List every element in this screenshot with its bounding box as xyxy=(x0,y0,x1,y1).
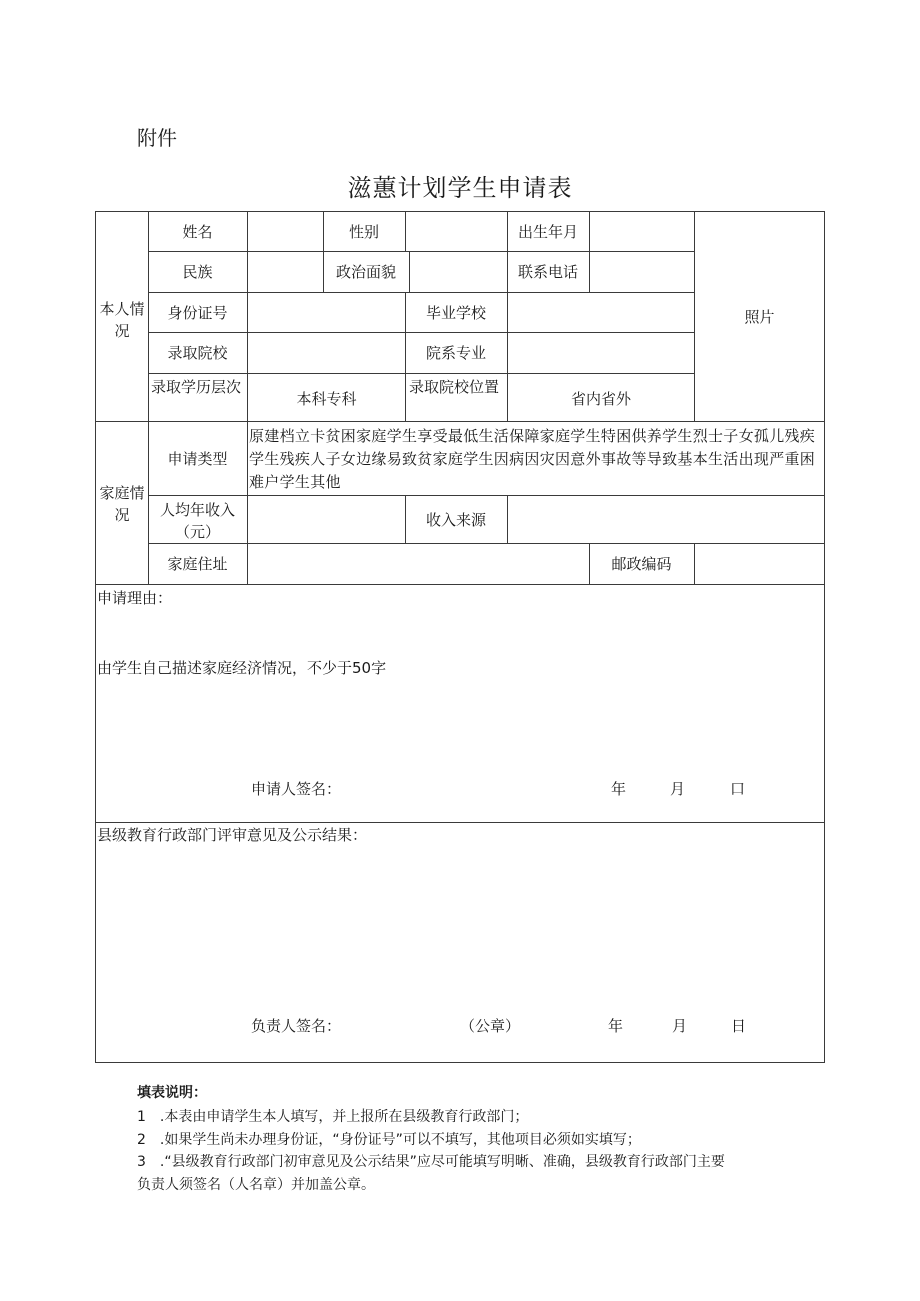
label-income: 人均年收入（元） xyxy=(159,500,235,541)
input-birth[interactable] xyxy=(590,212,694,251)
label-political: 政治面貌 xyxy=(335,263,396,281)
photo-box[interactable] xyxy=(695,212,824,421)
section-family-label: 家庭情况 xyxy=(99,484,145,524)
note-item: 2 .如果学生尚未办理身份证，“身份证号”可以不填写，其他项目必须如实填写； xyxy=(137,1132,641,1148)
form-title: 滋蕙计划学生申请表 xyxy=(347,174,573,202)
review-day-label: 日 xyxy=(731,1017,747,1035)
label-address: 家庭住址 xyxy=(167,555,228,573)
input-admit-school[interactable] xyxy=(248,333,405,373)
label-school-location: 录取院校位置 xyxy=(409,378,500,396)
input-id-number[interactable] xyxy=(248,293,405,332)
label-gender: 性别 xyxy=(348,222,379,241)
label-apply-type: 申请类型 xyxy=(167,449,228,468)
input-political[interactable] xyxy=(410,252,507,292)
label-birth: 出生年月 xyxy=(517,222,578,241)
reason-hint[interactable]: 由学生自己描述家庭经济情况，不少于50字 xyxy=(97,659,387,677)
notes-title: 填表说明： xyxy=(137,1085,207,1101)
value-apply-type[interactable]: 原建档立卡贫困家庭学生享受最低生活保障家庭学生特困供养学生烈士子女孤儿残疾学生残疾人子女边缘易致贫家庭学生因病因灾因意外事故等导致基本生活出现严重困难户学生其他 xyxy=(249,427,816,491)
label-department: 院系专业 xyxy=(425,344,486,362)
review-year-label: 年 xyxy=(608,1017,624,1035)
label-phone: 联系电话 xyxy=(517,263,578,281)
reason-label: 申请理由： xyxy=(97,589,173,607)
review-label: 县级教育行政部门评审意见及公示结果： xyxy=(97,826,368,844)
reason-day-label: 口 xyxy=(730,780,746,798)
input-ethnicity[interactable] xyxy=(248,252,323,292)
label-id-number: 身份证号 xyxy=(167,303,228,322)
label-ethnicity: 民族 xyxy=(182,263,213,281)
label-admit-school: 录取院校 xyxy=(167,344,228,362)
input-gender[interactable] xyxy=(406,212,507,251)
value-edu-level[interactable]: 本科专科 xyxy=(296,390,357,408)
note-item: 3 .“县级教育行政部门初审意见及公示结果”应尽可能填写明晰、准确，县级教育行政部门主要负责人须签名（人名章）并加盖公章。 xyxy=(137,1154,725,1193)
label-grad-school: 毕业学校 xyxy=(425,303,486,322)
input-income[interactable] xyxy=(248,496,405,543)
input-name[interactable] xyxy=(248,212,323,251)
label-edu-level: 录取学历层次 xyxy=(151,378,242,396)
section-personal-label: 本人情况 xyxy=(99,300,145,340)
review-month-label: 月 xyxy=(672,1017,688,1035)
input-phone[interactable] xyxy=(590,252,694,292)
attachment-label: 附件 xyxy=(137,126,177,150)
input-address[interactable] xyxy=(248,544,589,584)
label-postcode: 邮政编码 xyxy=(611,555,672,573)
input-department[interactable] xyxy=(508,333,694,373)
input-income-source[interactable] xyxy=(508,496,824,543)
note-item: 1 .本表由申请学生本人填写，并上报所在县级教育行政部门； xyxy=(137,1109,529,1125)
reason-year-label: 年 xyxy=(611,780,627,798)
reviewer-signature-label: 负责人签名： xyxy=(251,1017,342,1035)
input-grad-school[interactable] xyxy=(508,293,694,332)
input-postcode[interactable] xyxy=(695,544,824,584)
reason-month-label: 月 xyxy=(670,780,686,798)
seal-label: （公章） xyxy=(460,1017,521,1035)
applicant-signature-label: 申请人签名： xyxy=(251,780,342,798)
photo-label: 照片 xyxy=(744,307,775,326)
label-name: 姓名 xyxy=(182,222,213,241)
label-income-source: 收入来源 xyxy=(425,510,486,529)
value-school-location[interactable]: 省内省外 xyxy=(570,390,631,408)
